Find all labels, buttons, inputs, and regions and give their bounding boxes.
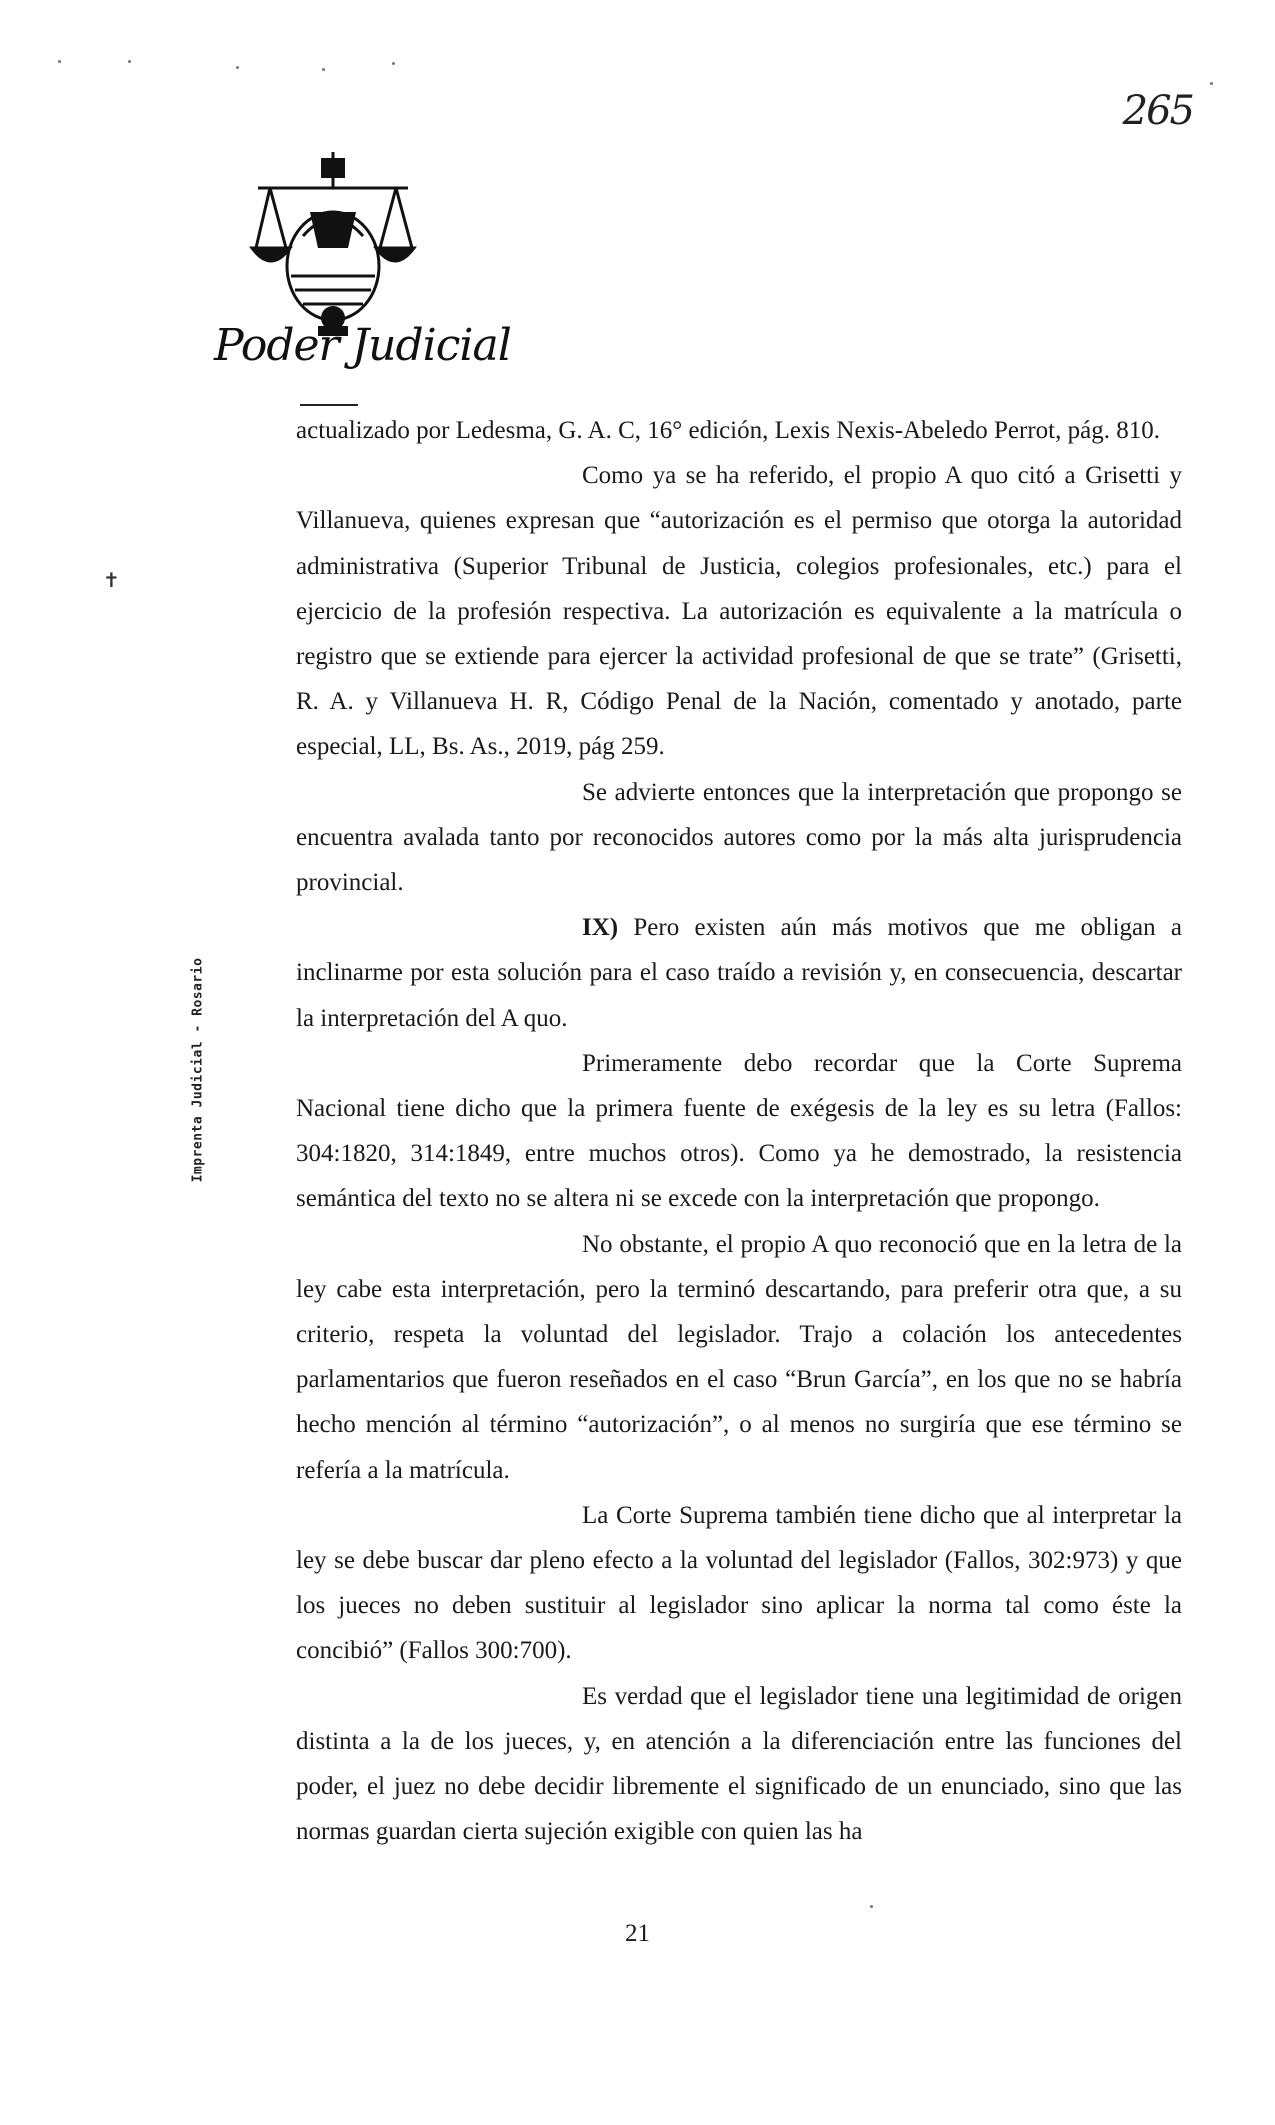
side-imprint: Imprenta Judicial - Rosario (190, 957, 206, 1183)
brand-title: Poder Judicial (214, 320, 511, 371)
paragraph (296, 905, 1182, 1041)
paragraph: actualizado por Ledesma, G. A. C, 16° edición, Lexis Nexis-Abeledo Perrot, pág. 810. (296, 417, 1160, 444)
paragraph: La Corte Suprema también tiene dicho que al interpretar la ley se debe buscar dar pleno efecto a la voluntad del legislador (Fallos, 302:973) y que los jueces no deben sustituir al legislador sino aplicar la norma tal como éste la concibió” (Fallos 300:700). (296, 1501, 1182, 1665)
coat-of-arms-emblem (248, 148, 418, 338)
section-number: IX) (582, 914, 619, 942)
page-number: 21 (625, 1920, 650, 1947)
paragraph: Se advierte entonces que la interpretación que propongo se encuentra avalada tanto por reconocidos autores como por la más alta jurisprudencia provincial. (296, 778, 1182, 897)
brand-underline (300, 404, 358, 406)
paragraph: Primeramente debo recordar que la Corte Suprema Nacional tiene dicho que la primera fuente de exégesis de la ley es su letra (Fallos: 304:1820, 314:1849, entre muchos otros). Como ya he demostrado, la resistencia semántica del texto no se altera ni se excede con la interpretación que propongo. (296, 1049, 1182, 1213)
paragraph: Es verdad que el legislador tiene una legitimidad de origen distinta a la de los jueces, y, en atención a la diferenciación entre las funciones del poder, el juez no debe decidir libremente el significado de un enunciado, sino que las normas guardan cierta sujeción exigible con quien las ha (296, 1682, 1182, 1846)
margin-mark: ✝ (103, 570, 120, 592)
paragraph: Como ya se ha referido, el propio A quo citó a Grisetti y Villanueva, quienes expresan que “autorización es el permiso que otorga la autoridad administrativa (Superior Tribunal de Justicia, colegios profesionales, etc.) para el ejercicio de la profesión respectiva. La autorización es equivalente a la matrícula o registro que se extiende para ejercer la actividad profesional de que se trate” (Grisetti, R. A. y Villanueva H. R, Código Penal de la Nación, comentado y anotado, parte especial, LL, Bs. As., 2019, pág 259. (296, 462, 1182, 761)
paragraph-text: Pero existen aún más motivos que me obligan a inclinarme por esta solución para el caso traído a revisión y, en consecuencia, descartar la interpretación del A quo. (296, 914, 1182, 1032)
folio-number: 265 (1122, 88, 1193, 134)
body-text (296, 408, 1182, 1855)
paragraph: No obstante, el propio A quo reconoció que en la letra de la ley cabe esta interpretación, pero la terminó descartando, para preferir otra que, a su criterio, respeta la voluntad del legislador. Trajo a colación los antecedentes parlamentarios que fueron reseñados en el caso “Brun García”, en los que no se habría hecho mención al término “autorización”, o al menos no surgiría que ese término se refería a la matrícula. (296, 1230, 1182, 1484)
